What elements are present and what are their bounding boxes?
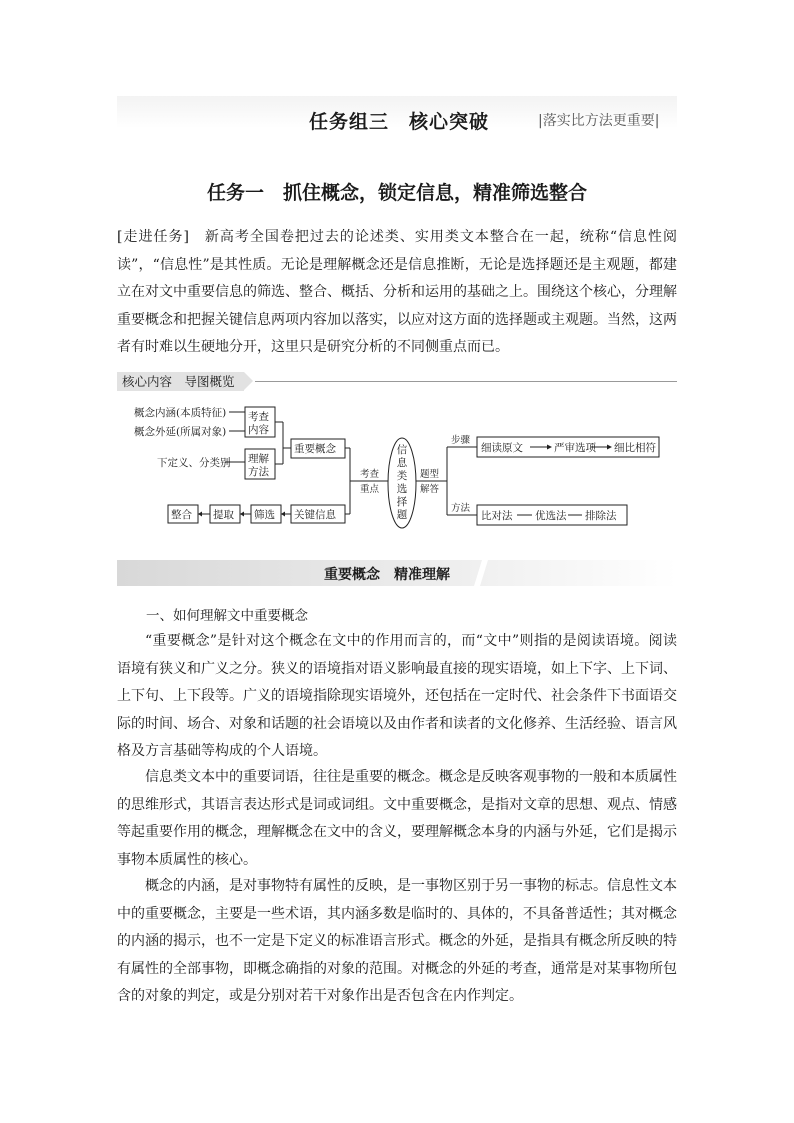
section-tab-overview: 核心内容 导图概览 [117, 372, 244, 391]
method-3: 排除法 [585, 510, 617, 522]
step-2: 严审选项 [554, 442, 596, 454]
label-understand-2: 方法 [248, 466, 269, 478]
intro-paragraph [117, 224, 677, 362]
sub-heading: 一、如何理解文中重要概念 [146, 608, 308, 624]
label-important-concept: 重要概念 [294, 443, 336, 455]
mind-map-diagram [117, 395, 687, 545]
intro-tag: [走进任务] [117, 229, 189, 245]
label-answer-1: 题型 [420, 469, 440, 480]
label-concept-outer: 概念外延(所属对象) [134, 426, 227, 438]
label-key-info: 关键信息 [294, 509, 336, 521]
label-concept-inner: 概念内涵(本质特征) [134, 407, 227, 419]
section-tab-arrow [244, 372, 253, 390]
label-answer-2: 解答 [420, 484, 440, 495]
center-char-2: 息 [396, 457, 408, 469]
label-define-classify: 下定义、分类别 [157, 457, 231, 469]
center-char-5: 择 [396, 496, 408, 508]
label-integrate: 整合 [171, 509, 192, 521]
method-1: 比对法 [481, 510, 513, 522]
method-2: 优选法 [535, 510, 567, 522]
label-understand-1: 理解 [248, 453, 269, 465]
center-char-1: 信 [396, 444, 408, 456]
center-char-3: 类 [396, 470, 408, 482]
center-char-4: 选 [396, 483, 408, 495]
intro-text: 新高考全国卷把过去的论述类、实用类文本整合在一起，统称“信息性阅读”，“信息性”是其性质。无论是理解概念还是信息推断，无论是选择题还是主观题，都建立在对文中重要信息的筛选、整合、概括、分析和运用的基础之上。围绕这个核心，分理解重要概念和把握关键信息两项内容加以落实，以应对这方面的选择题或主观题。当然，这两者有时难以生硬地分开，这里只是研究分析的不同侧重点而已。 [117, 229, 677, 355]
label-method: 方法 [451, 503, 471, 514]
section-divider [255, 381, 677, 382]
step-3: 细比相符 [614, 442, 656, 454]
section-band-slash [474, 560, 488, 586]
task-title: 任务一 抓住概念，锁定信息，精准筛选整合 [206, 182, 587, 204]
label-steps: 步骤 [451, 435, 471, 446]
label-focus-1: 考查 [360, 469, 380, 480]
center-char-6: 题 [396, 509, 408, 521]
label-extract: 提取 [213, 509, 234, 521]
section-title-important-concepts: 重要概念 精准理解 [324, 567, 450, 583]
label-exam-1: 考查 [248, 411, 269, 423]
group-title: 任务组三 核心突破 [309, 111, 490, 133]
body-paragraph-2: 信息类文本中的重要词语，往往是重要的概念。概念是反映客观事物的一般和本质属性的思维形式，其语言表达形式是词或词组。文中重要概念，是指对文章的思想、观点、情感等起重要作用的概念，理解概念在文中的含义，要理解概念本身的内涵与外延，它们是揭示事物本质属性的核心。 [117, 769, 677, 868]
label-focus-2: 重点 [360, 484, 380, 495]
step-1: 细读原文 [481, 442, 523, 454]
body-paragraph-3: 概念的内涵，是对事物特有属性的反映，是一事物区别于另一事物的标志。信息性文本中的重要概念，主要是一些术语，其内涵多数是临时的、具体的，不具备普适性；其对概念的内涵的揭示，也不一定是下定义的标准语言形式。概念的外延，是指具有概念所反映的特有属性的全部事物，即概念确指的对象的范围。对概念的外延的考查，通常是对某事物所包含的对象的判定，或是分别对若干对象作出是否包含在内作判定。 [117, 878, 677, 1004]
label-exam-2: 内容 [248, 424, 269, 436]
body-paragraph-1: “重要概念”是针对这个概念在文中的作用而言的，而“文中”则指的是阅读语境。阅读语境有狭义和广义之分。狭义的语境指对语义影响最直接的现实语境，如上下字、上下词、上下句、上下段等。广义的语境指除现实语境外，还包括在一定时代、社会条件下书面语交际的时间、场合、对象和话题的社会语境以及由作者和读者的文化修养、生活经验、语言风格及方言基础等构成的个人语境。 [117, 633, 677, 759]
slogan: |落实比方法更重要| [538, 113, 660, 129]
label-screen: 筛选 [254, 509, 275, 521]
